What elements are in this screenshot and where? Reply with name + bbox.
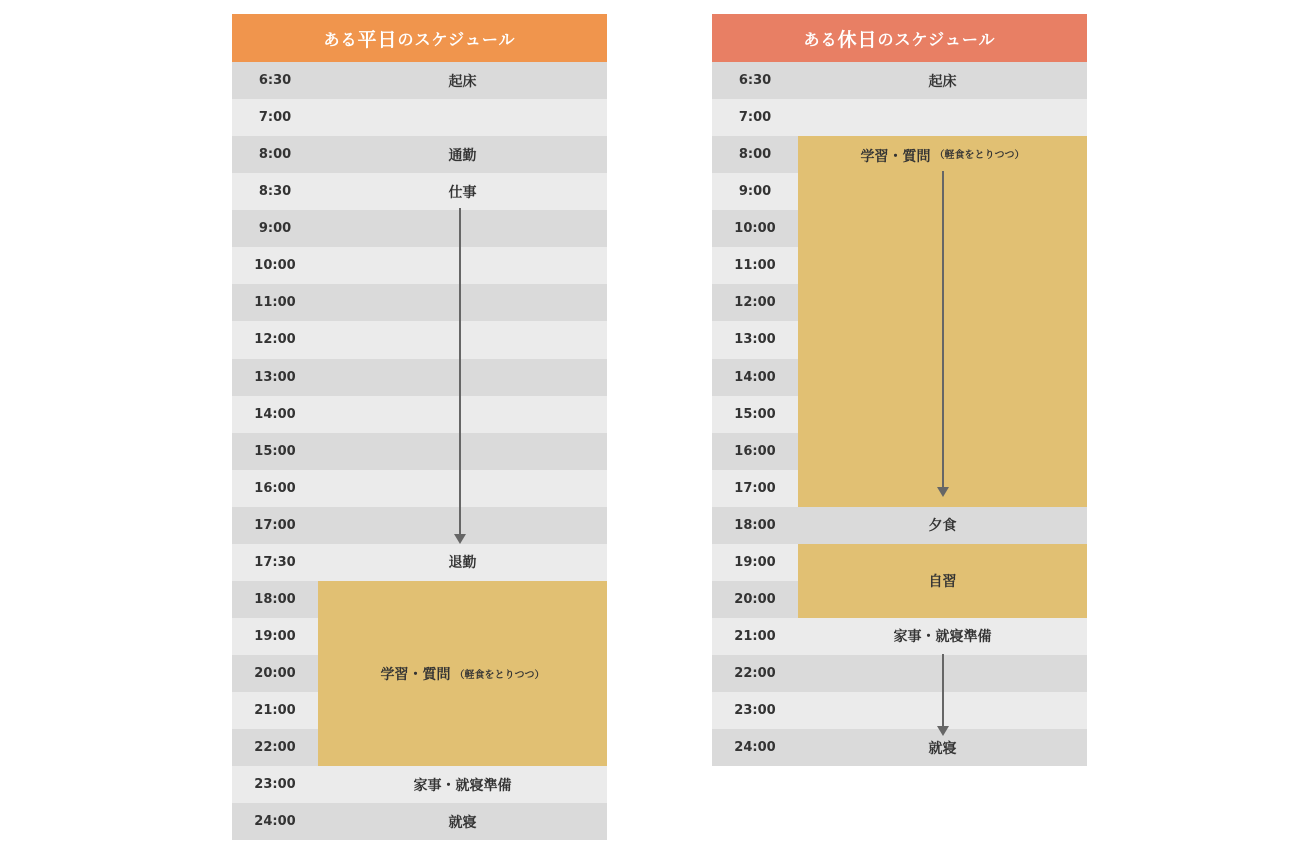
activity-cell: 通勤 (448, 147, 477, 164)
weekday-study-note: （軽食をとりつつ） (454, 670, 545, 682)
activity-cell: 夕食 (928, 518, 957, 535)
schedule-row (712, 655, 1087, 692)
holiday-title-suffix: のスケジュール (877, 29, 996, 49)
time-cell: 10:00 (254, 258, 296, 274)
schedule-row (712, 507, 1087, 544)
time-cell: 20:00 (254, 666, 296, 682)
schedule-row (232, 433, 607, 470)
schedule-row (712, 729, 1087, 766)
time-cell: 8:00 (258, 147, 292, 163)
schedule-row (712, 692, 1087, 729)
time-cell: 19:00 (734, 554, 776, 570)
weekday-title-prefix: ある (323, 29, 358, 49)
time-cell: 6:30 (258, 73, 292, 89)
activity-cell: 家事・就寝準備 (893, 629, 992, 646)
weekday-title-suffix: のスケジュール (397, 29, 516, 49)
time-cell: 7:00 (738, 110, 772, 126)
time-cell: 23:00 (734, 703, 776, 719)
activity-cell: 退勤 (448, 555, 477, 572)
schedule-row (232, 136, 607, 173)
activity-cell: 就寝 (928, 740, 957, 757)
time-cell: 10:00 (734, 221, 776, 237)
time-cell: 9:00 (738, 184, 772, 200)
holiday-rows (712, 62, 1087, 766)
time-cell: 16:00 (734, 443, 776, 459)
schedule-row (232, 359, 607, 396)
time-cell: 15:00 (734, 406, 776, 422)
weekday-schedule-table (232, 14, 607, 840)
time-cell: 11:00 (254, 295, 296, 311)
time-cell: 14:00 (734, 369, 776, 385)
holiday-self-study-label: 自習 (928, 573, 957, 590)
time-cell: 19:00 (254, 628, 296, 644)
activity-cell: 起床 (928, 73, 957, 90)
schedule-row (232, 99, 607, 136)
holiday-study-note: （軽食をとりつつ） (934, 150, 1025, 162)
schedule-row (232, 470, 607, 507)
time-cell: 13:00 (734, 332, 776, 348)
schedule-row (232, 507, 607, 544)
schedule-row (232, 284, 607, 321)
schedule-row (712, 99, 1087, 136)
time-cell: 23:00 (254, 777, 296, 793)
schedule-row (712, 618, 1087, 655)
time-cell: 8:30 (258, 184, 292, 200)
schedule-row (712, 62, 1087, 99)
holiday-title-main: 休日 (837, 28, 878, 51)
weekday-header (232, 14, 607, 62)
holiday-study-arrow (937, 171, 949, 497)
time-cell: 15:00 (254, 443, 296, 459)
time-cell: 22:00 (734, 666, 776, 682)
time-cell: 8:00 (738, 147, 772, 163)
schedule-row (232, 173, 607, 210)
time-cell: 21:00 (734, 628, 776, 644)
time-cell: 11:00 (734, 258, 776, 274)
time-cell: 14:00 (254, 406, 296, 422)
time-cell: 24:00 (254, 814, 296, 830)
time-cell: 21:00 (254, 703, 296, 719)
activity-cell (798, 99, 1087, 136)
schedule-row (232, 544, 607, 581)
schedule-row (232, 247, 607, 284)
activity-cell: 起床 (448, 73, 477, 90)
schedule-row (232, 766, 607, 803)
time-cell: 18:00 (254, 591, 296, 607)
time-cell: 12:00 (734, 295, 776, 311)
time-cell: 13:00 (254, 369, 296, 385)
time-cell: 17:30 (254, 554, 296, 570)
time-cell: 17:00 (254, 517, 296, 533)
weekday-study-block (318, 581, 607, 766)
activity-cell (318, 99, 607, 136)
weekday-title-main: 平日 (357, 28, 398, 51)
activity-cell: 家事・就寝準備 (413, 777, 512, 794)
holiday-header (712, 14, 1087, 62)
schedule-row (232, 803, 607, 840)
holiday-self-study-block (798, 544, 1087, 618)
holiday-schedule-table (712, 14, 1087, 766)
time-cell: 22:00 (254, 740, 296, 756)
time-cell: 12:00 (254, 332, 296, 348)
time-cell: 17:00 (734, 480, 776, 496)
schedule-row (232, 321, 607, 358)
weekday-work-arrow (454, 208, 466, 544)
time-cell: 24:00 (734, 740, 776, 756)
activity-cell: 就寝 (448, 814, 477, 831)
time-cell: 9:00 (258, 221, 292, 237)
schedule-row (232, 210, 607, 247)
schedule-row (232, 396, 607, 433)
time-cell: 18:00 (734, 517, 776, 533)
weekday-rows (232, 62, 607, 840)
schedule-row (232, 62, 607, 99)
activity-cell: 仕事 (448, 184, 477, 201)
time-cell: 6:30 (738, 73, 772, 89)
holiday-study-label: 学習・質問 (860, 149, 931, 166)
weekday-study-label: 学習・質問 (380, 666, 451, 683)
time-cell: 16:00 (254, 480, 296, 496)
holiday-title-prefix: ある (803, 29, 838, 49)
time-cell: 20:00 (734, 591, 776, 607)
time-cell: 7:00 (258, 110, 292, 126)
holiday-chores-arrow (937, 654, 949, 736)
